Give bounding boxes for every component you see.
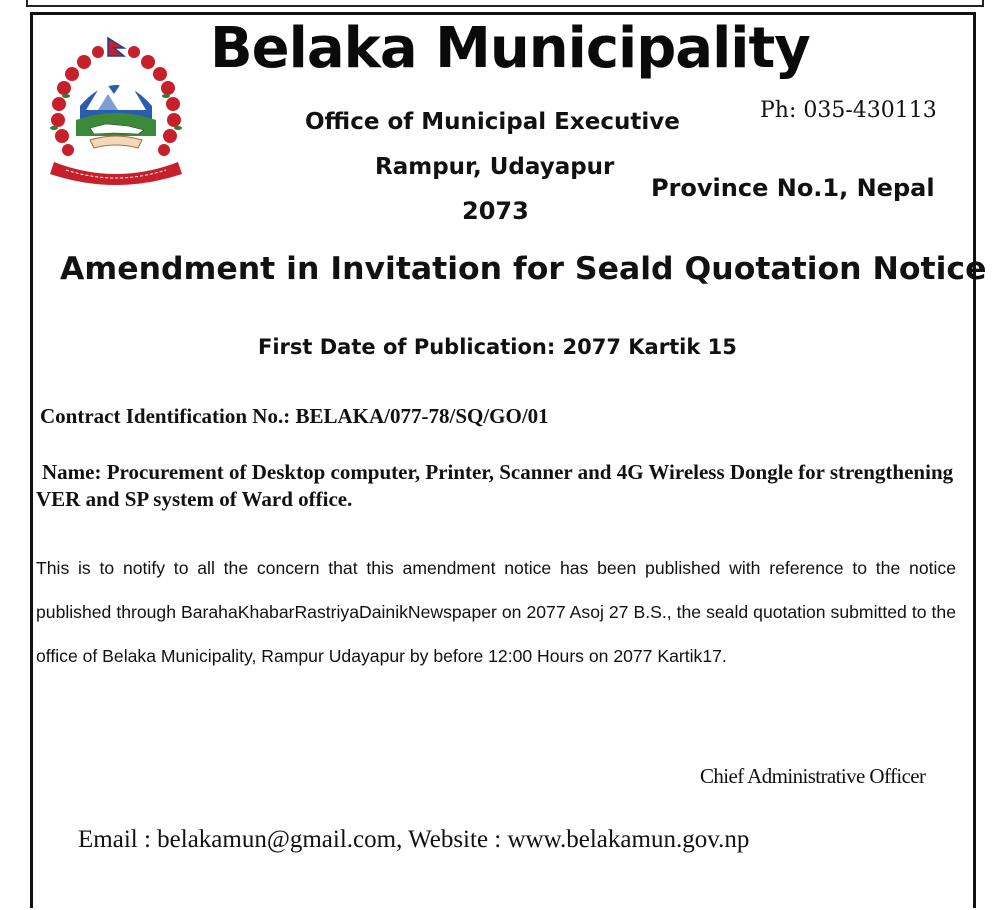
top-border-line: [26, 0, 984, 7]
notice-body: This is to notify to all the concern that this amendment notice has been published with reference to the notice published through BarahaKhabarRastriyaDainikNewspaper on 2077 Asoj 27 B.S., the seald quotation submitted to the office of Belaka Municipality, Rampur Udayapur by before 12:00 Hours on 2077 Kartik17.: [36, 558, 956, 666]
contract-id: Contract Identification No.: BELAKA/077-78/SQ/GO/01: [40, 404, 549, 428]
signatory: Chief Administrative Officer: [700, 764, 926, 788]
office-address: Rampur, Udayapur: [375, 154, 615, 180]
contact-info: Email : belakamun@gmail.com, Website : www.belakamun.gov.np: [78, 826, 750, 853]
established-year: 2073: [462, 197, 529, 225]
office-name: Office of Municipal Executive: [305, 109, 680, 135]
phone-number: Ph: 035-430113: [760, 98, 937, 123]
procurement-name: [36, 459, 966, 513]
province-label: Province No.1, Nepal: [651, 174, 935, 202]
notice-heading: Amendment in Invitation for Seald Quotation Notice: [60, 251, 987, 287]
procurement-name-text: Name: Procurement of Desktop computer, Printer, Scanner and 4G Wireless Dongle for strengthening VER and SP system of Ward office.: [36, 460, 954, 511]
nepal-emblem-icon: [46, 36, 186, 192]
municipality-title: Belaka Municipality: [210, 16, 810, 81]
publication-date: First Date of Publication: 2077 Kartik 15: [258, 335, 737, 359]
